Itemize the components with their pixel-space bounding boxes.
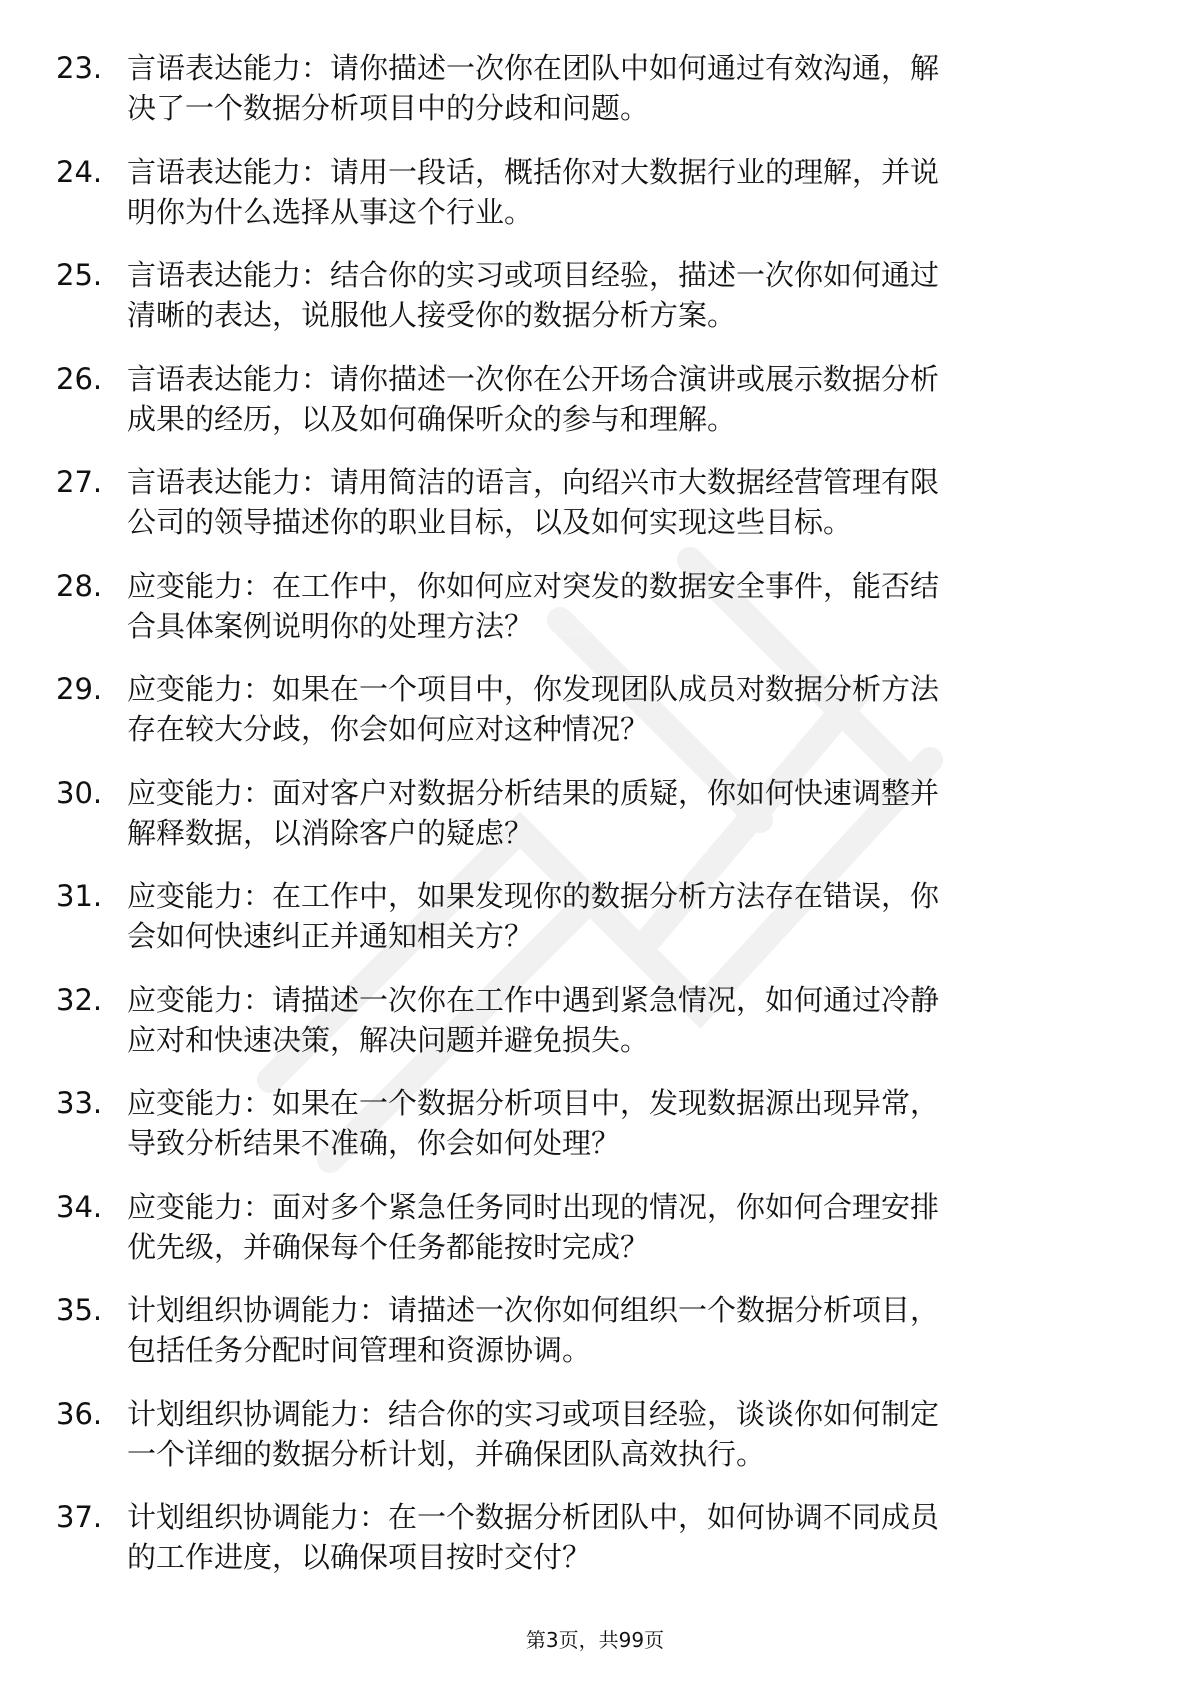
question-text-line: 言语表达能力：请你描述一次你在公开场合演讲或展示数据分析 (127, 361, 940, 396)
question-text-line: 应变能力：面对多个紧急任务同时出现的情况，你如何合理安排 (127, 1189, 940, 1224)
question-text (127, 669, 1117, 749)
question-number: 35. (56, 1293, 103, 1327)
question-item (0, 359, 1190, 463)
question-item (0, 876, 1190, 980)
question-item (0, 980, 1190, 1084)
question-number: 29. (56, 672, 103, 706)
question-text-line: 应变能力：面对客户对数据分析结果的质疑，你如何快速调整并 (127, 775, 940, 810)
question-item (0, 1187, 1190, 1291)
page-footer: 第3页，共99页 (525, 1628, 665, 1652)
question-text-line: 应变能力：在工作中，你如何应对突发的数据安全事件，能否结 (127, 568, 940, 603)
question-text-line: 应变能力：如果在一个项目中，你发现团队成员对数据分析方法 (127, 672, 940, 706)
question-number: 24. (56, 154, 103, 189)
question-number: 26. (56, 361, 103, 396)
question-text (127, 1394, 1117, 1474)
question-text-line: 包括任务分配时间管理和资源协调。 (127, 1333, 592, 1367)
question-text-line: 言语表达能力：请你描述一次你在团队中如何通过有效沟通，解 (127, 51, 940, 85)
question-text-line: 言语表达能力：结合你的实习或项目经验，描述一次你如何通过 (127, 258, 940, 292)
question-number: 28. (56, 568, 103, 603)
question-text (127, 566, 1117, 646)
question-text (127, 1187, 1117, 1267)
question-number: 25. (56, 258, 103, 292)
question-text-line: 应变能力：如果在一个数据分析项目中，发现数据源出现异常， (127, 1086, 940, 1120)
question-item (0, 48, 1190, 152)
question-text (127, 876, 1117, 956)
question-number: 23. (56, 51, 103, 85)
question-number: 34. (56, 1189, 103, 1224)
question-text-line: 清晰的表达，说服他人接受你的数据分析方案。 (127, 298, 737, 332)
question-number: 32. (56, 982, 103, 1017)
question-item (0, 1394, 1190, 1498)
question-text-line: 应变能力：在工作中，如果发现你的数据分析方法存在错误，你 (127, 879, 940, 913)
question-text-line: 计划组织协调能力：请描述一次你如何组织一个数据分析项目， (127, 1293, 940, 1327)
question-text-line: 应变能力：请描述一次你在工作中遇到紧急情况，如何通过冷静 (127, 982, 940, 1017)
question-text-line: 明你为什么选择从事这个行业。 (127, 194, 534, 229)
question-text (127, 255, 1117, 335)
question-number: 37. (56, 1500, 103, 1534)
question-list (0, 48, 1190, 1601)
question-number: 27. (56, 465, 103, 499)
question-item (0, 1290, 1190, 1394)
question-text (127, 1497, 1117, 1577)
question-text-line: 应对和快速决策，解决问题并避免损失。 (127, 1022, 650, 1057)
question-item (0, 1083, 1190, 1187)
question-text-line: 成果的经历，以及如何确保听众的参与和理解。 (127, 401, 737, 436)
question-item (0, 462, 1190, 566)
question-number: 36. (56, 1396, 103, 1431)
question-text (127, 359, 1117, 439)
question-item (0, 1497, 1190, 1601)
question-text-line: 言语表达能力：请用一段话，概括你对大数据行业的理解，并说 (127, 154, 940, 189)
question-text-line: 的工作进度，以确保项目按时交付？ (127, 1540, 592, 1574)
question-text-line: 一个详细的数据分析计划，并确保团队高效执行。 (127, 1436, 766, 1471)
question-text (127, 1083, 1117, 1163)
question-text (127, 1290, 1117, 1370)
question-item (0, 255, 1190, 359)
question-text-line: 言语表达能力：请用简洁的语言，向绍兴市大数据经营管理有限 (127, 465, 940, 499)
question-text-line: 优先级，并确保每个任务都能按时完成？ (127, 1229, 650, 1264)
question-text (127, 48, 1117, 128)
question-text-line: 解释数据，以消除客户的疑虑？ (127, 815, 534, 850)
question-item (0, 669, 1190, 773)
question-text-line: 导致分析结果不准确，你会如何处理？ (127, 1126, 621, 1160)
question-text (127, 980, 1117, 1060)
question-number: 30. (56, 775, 103, 810)
question-text-line: 公司的领导描述你的职业目标，以及如何实现这些目标。 (127, 505, 853, 539)
question-text (127, 152, 1117, 232)
question-text (127, 462, 1117, 542)
question-text-line: 计划组织协调能力：在一个数据分析团队中，如何协调不同成员 (127, 1500, 940, 1534)
question-text-line: 决了一个数据分析项目中的分歧和问题。 (127, 91, 650, 125)
question-number: 33. (56, 1086, 103, 1120)
question-text (127, 773, 1117, 853)
question-item (0, 152, 1190, 256)
question-item (0, 773, 1190, 877)
question-text-line: 合具体案例说明你的处理方法？ (127, 608, 534, 643)
question-number: 31. (56, 879, 103, 913)
question-item (0, 566, 1190, 670)
question-text-line: 会如何快速纠正并通知相关方？ (127, 919, 534, 953)
question-text-line: 存在较大分歧，你会如何应对这种情况？ (127, 712, 650, 746)
question-text-line: 计划组织协调能力：结合你的实习或项目经验，谈谈你如何制定 (127, 1396, 940, 1431)
